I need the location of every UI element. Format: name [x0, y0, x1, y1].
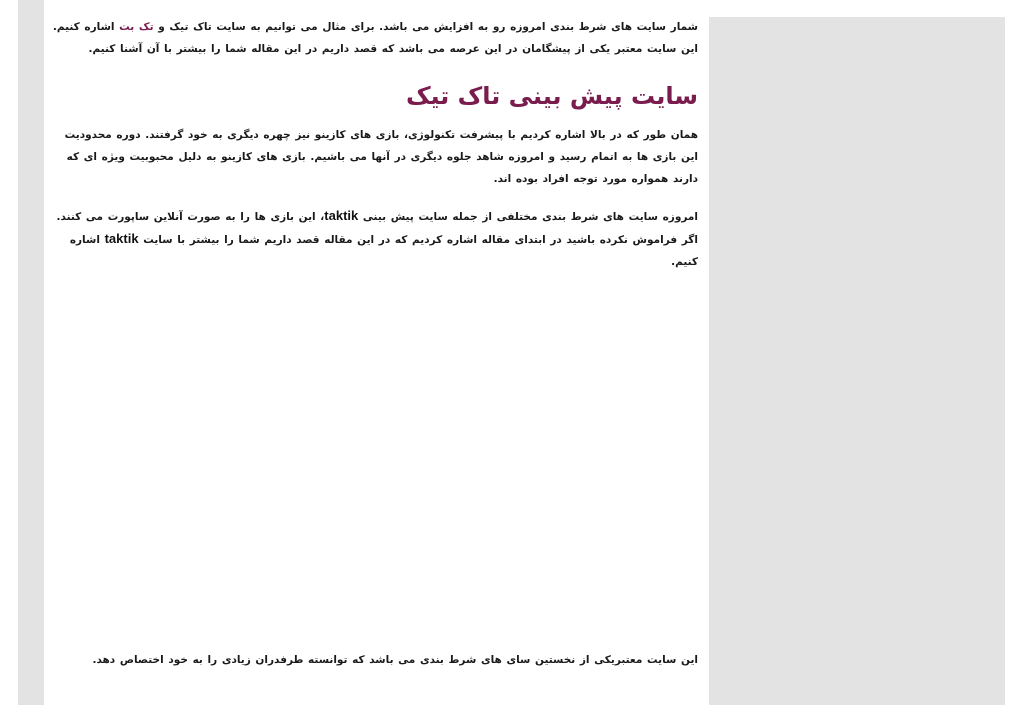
taktik-brand: taktik — [324, 208, 359, 223]
taktik-text-end: اشاره کنیم. — [69, 234, 698, 268]
casino-paragraph: همان طور که در بالا اشاره کردیم با پیشرفت تکنولوژی، بازی های کازینو نیز چهره دیگری به خود گرفتند. دوره محدودیت این بازی ها به اتمام رسید و امروزه شاهد جلوه دیگری در آنها می باشیم. بازی های کازینو به دلیل محبوبیت ویژه ای که دارند همواره مورد توجه افراد بوده اند. — [64, 129, 698, 185]
intro-text-end: اشاره کنیم. این سایت معتبر یکی از پیشگامان در این عرصه می باشد که قصد داریم در این مقاله شما را بیشتر با آن آشنا کنیم. — [52, 21, 698, 55]
intro-text-start: شمار سایت های شرط بندی امروزه رو به افزایش می باشد. برای مثال می توانیم به سایت تاک تیک و — [153, 21, 698, 33]
left-gutter — [18, 0, 44, 705]
taktik-text-start: امروزه سایت های شرط بندی مختلفی از جمله سایت پیش بینی — [358, 211, 698, 223]
taktik-paragraph — [50, 205, 698, 273]
tak-bet-link[interactable]: تک بت — [119, 21, 154, 33]
taktik-text-middle: ، این بازی ها را به صورت آنلاین ساپورت می کنند. اگر فراموش نکرده باشید در ابتدای مقاله اشاره کردیم که در این مقاله قصد داریم شما را بیشتر با سایت — [56, 211, 698, 246]
taktik-brand-second: taktik — [104, 231, 139, 246]
closing-paragraph: این سایت معتبریکی از نخستین سای های شرط بندی می باشد که توانسته طرفدران زیادی را به خود اختصاص دهد. — [92, 654, 698, 666]
article-body — [50, 0, 698, 705]
section-heading: سایت پیش بینی تاک تیک — [405, 82, 698, 110]
sidebar — [709, 17, 1005, 705]
intro-paragraph — [50, 16, 698, 60]
